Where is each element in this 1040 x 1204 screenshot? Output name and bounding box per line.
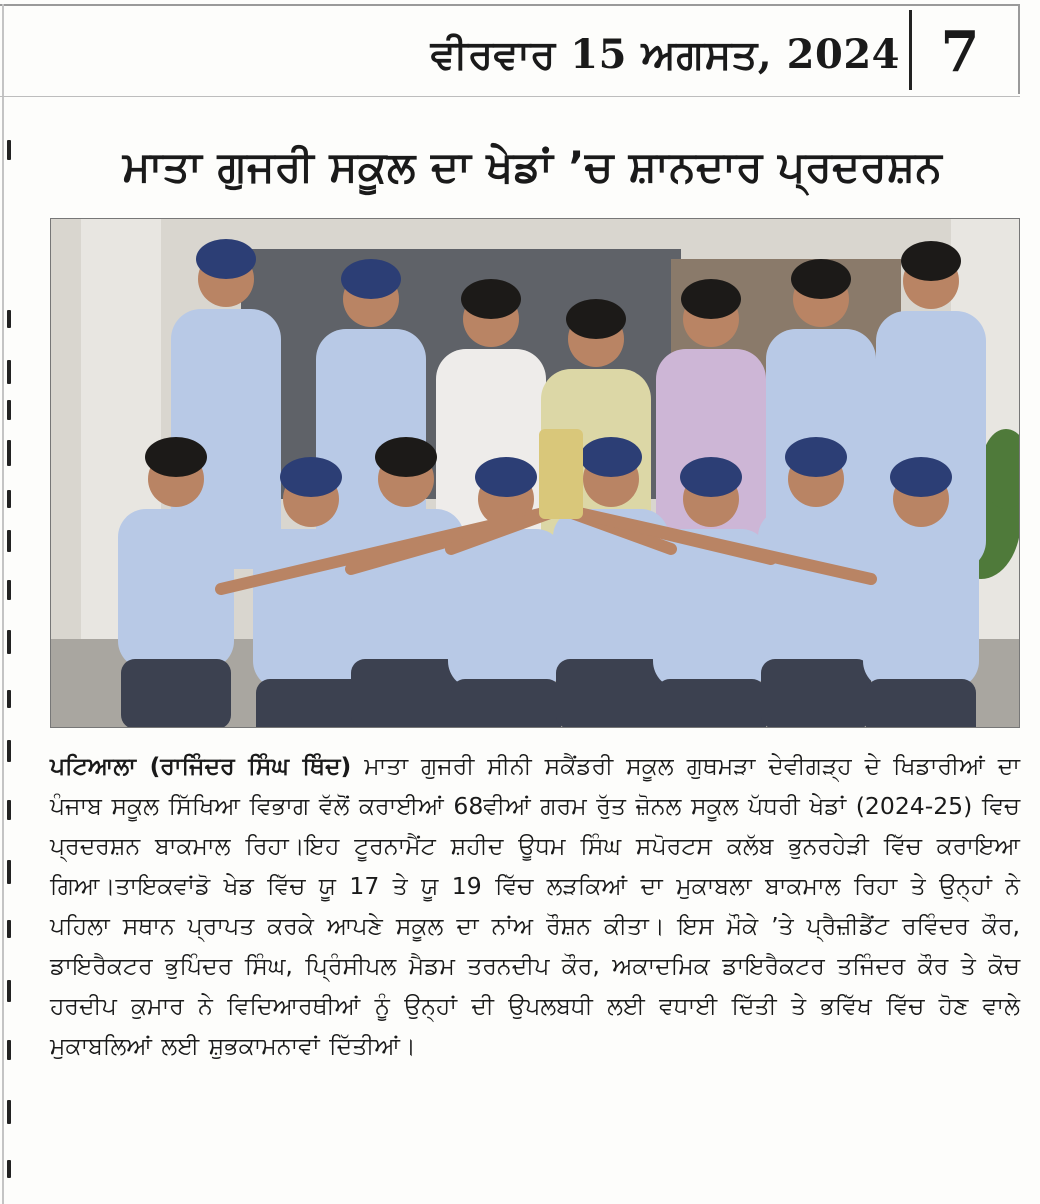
dateline: ਵੀਰਵਾਰ 15 ਅਗਸਤ, 2024 (430, 31, 900, 78)
page-frame-top (0, 4, 1020, 6)
page-frame-right (1018, 4, 1020, 94)
article-body-text: ਮਾਤਾ ਗੁਜਰੀ ਸੀਨੀ ਸਕੈਂਡਰੀ ਸਕੂਲ ਗੁਥਮੜਾ ਦੇਵੀਗੜ੍ਹ ਦੇ ਖਿਡਾਰੀਆਂ ਦਾ ਪੰਜਾਬ ਸਕੂਲ ਸਿੱਖਿਆ ਵਿਭਾਗ ਵੱਲੋਂ ਕਰਾਈਆਂ 68ਵੀਆਂ ਗਰਮ ਰੁੱਤ ਜ਼ੋਨਲ ਸਕੂਲ ਪੱਧਰੀ ਖੇਡਾਂ (2024-25) ਵਿਚ ਪ੍ਰਦਰਸ਼ਨ ਬਾਕਮਾਲ ਰਿਹਾ।ਇਹ ਟੂਰਨਾਮੈਂਟ ਸ਼ਹੀਦ ਊਧਮ ਸਿੰਘ ਸਪੋਰਟਸ ਕਲੱਬ ਭੁਨਰਹੇੜੀ ਵਿੱਚ ਕਰਾਇਆ ਗਿਆ।ਤਾਇਕਵਾਂਡੋ ਖੇਡ ਵਿੱਚ ਯੂ 17 ਤੇ ਯੂ 19 ਵਿੱਚ ਲੜਕਿਆਂ ਦਾ ਮੁਕਾਬਲਾ ਬਾਕਮਾਲ ਰਿਹਾ ਤੇ ਉਨ੍ਹਾਂ ਨੇ ਪਹਿਲਾ ਸਥਾਨ ਪ੍ਰਾਪਤ ਕਰਕੇ ਆਪਣੇ ਸਕੂਲ ਦਾ ਨਾਂਅ ਰੌਸ਼ਨ ਕੀਤਾ। ਇਸ ਮੌਕੇ ’ਤੇ ਪ੍ਰੈਜ਼ੀਡੈਂਟ ਰਵਿੰਦਰ ਕੌਰ, ਡਾਇਰੈਕਟਰ ਭੁਪਿੰਦਰ ਸਿੰਘ, ਪ੍ਰਿੰਸੀਪਲ ਮੈਡਮ ਤਰਨਦੀਪ ਕੌਰ, ਅਕਾਦਮਿਕ ਡਾਇਰੈਕਟਰ ਤਜਿੰਦਰ ਕੌਰ ਤੇ ਕੋਚ ਹਰਦੀਪ ਕੁਮਾਰ ਨੇ ਵਿਦਿਆਰਥੀਆਂ ਨੂੰ ਉਨ੍ਹਾਂ ਦੀ ਉਪਲਬਧੀ ਲਈ ਵਧਾਈ ਦਿੱਤੀ ਤੇ ਭਵਿੱਖ ਵਿੱਚ ਹੋਣ ਵਾਲੇ ਮੁਕਾਬਲਿਆਂ ਲਈ ਸ਼ੁਭਕਾਮਨਾਵਾਂ ਦਿੱਤੀਆਂ। (50, 752, 1020, 1060)
article-photo (50, 218, 1020, 728)
article-byline: ਪਟਿਆਲਾ (ਰਾਜਿੰਦਰ ਸਿੰਘ ਥਿੰਦ) (50, 752, 352, 780)
article-headline: ਮਾਤਾ ਗੁਜਰੀ ਸਕੂਲ ਦਾ ਖੇਡਾਂ ’ਚ ਸ਼ਾਨਦਾਰ ਪ੍ਰਦਰਸ਼ਨ (122, 142, 943, 191)
header-rule (0, 96, 1020, 97)
page-number: 7 (940, 19, 980, 85)
article-body (50, 746, 1020, 1066)
page-number-divider (909, 10, 912, 90)
team-photo-illustration (51, 219, 1019, 727)
adjacent-column-edge (0, 100, 24, 1200)
